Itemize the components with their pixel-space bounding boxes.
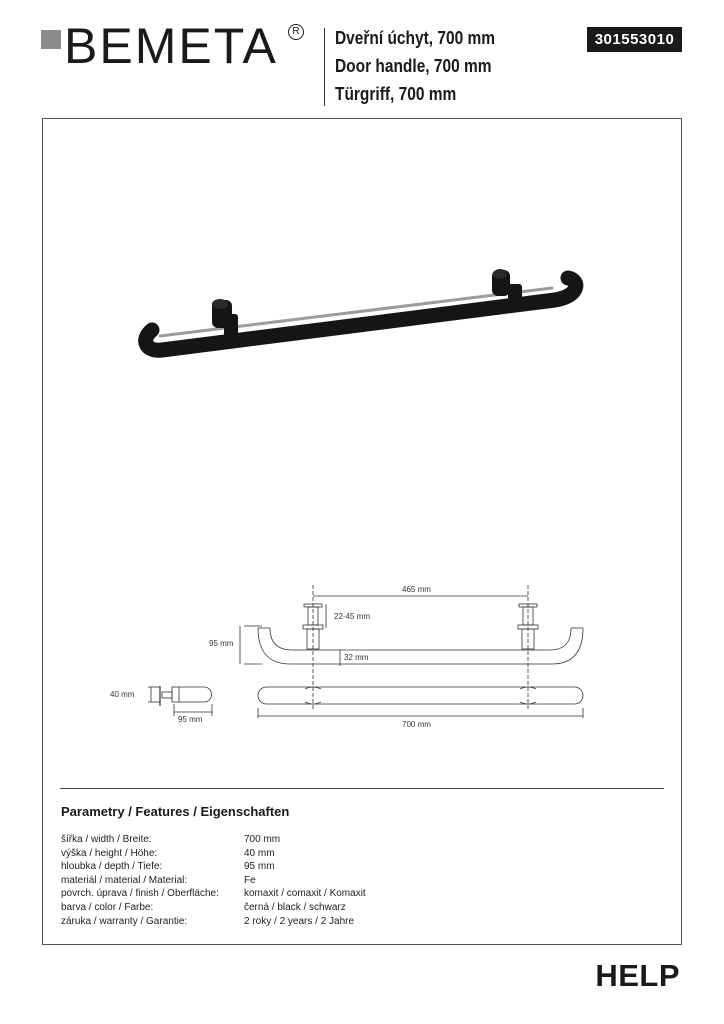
feature-label: hloubka / depth / Tiefe: [61,861,163,873]
features-table [61,833,366,928]
feature-row [61,847,366,861]
feature-label: povrch. úprava / finish / Oberfläche: [61,888,219,900]
feature-label: šířka / width / Breite: [61,834,152,845]
feature-value: komaxit / comaxit / Komaxit [244,888,366,900]
feature-row [61,833,366,847]
title-english: Door handle, 700 mm [335,56,492,76]
registered-mark: R [288,24,304,40]
feature-value: 700 mm [244,834,281,845]
title-czech: Dveřní úchyt, 700 mm [335,28,496,48]
feature-row [61,860,366,874]
feature-value: Fe [244,874,256,886]
dim-center-distance: 465 mm [402,585,431,594]
feature-label: barva / color / Farbe: [61,901,154,913]
left-mount-knob [212,299,238,340]
section-divider [60,788,664,789]
dim-bar-diameter: 32 mm [344,653,369,662]
feature-value: 40 mm [244,847,275,859]
feature-row [61,915,366,929]
feature-label: materiál / material / Material: [61,874,188,886]
dim-height: 95 mm [209,639,234,648]
technical-drawing [148,585,583,718]
feature-row [61,874,366,888]
brand-logo: BEMETA [64,18,278,74]
product-render [146,269,576,350]
dim-side-depth: 95 mm [178,715,203,724]
feature-row [61,901,366,915]
features-title: Parametry / Features / Eigenschaften [61,804,290,819]
dim-side-height: 40 mm [110,690,135,699]
series-name: HELP [595,958,680,993]
dimension-labels [110,585,431,729]
feature-label: výška / height / Höhe: [61,847,158,859]
title-german: Türgriff, 700 mm [335,84,457,104]
feature-value: 95 mm [244,861,275,873]
dim-length: 700 mm [402,720,431,729]
feature-label: záruka / warranty / Garantie: [61,915,188,927]
dim-glass-thickness: 22-45 mm [334,612,371,621]
feature-row [61,887,366,901]
feature-value: černá / black / schwarz [244,901,346,913]
feature-value: 2 roky / 2 years / 2 Jahre [244,915,355,927]
product-code: 301553010 [587,27,682,52]
